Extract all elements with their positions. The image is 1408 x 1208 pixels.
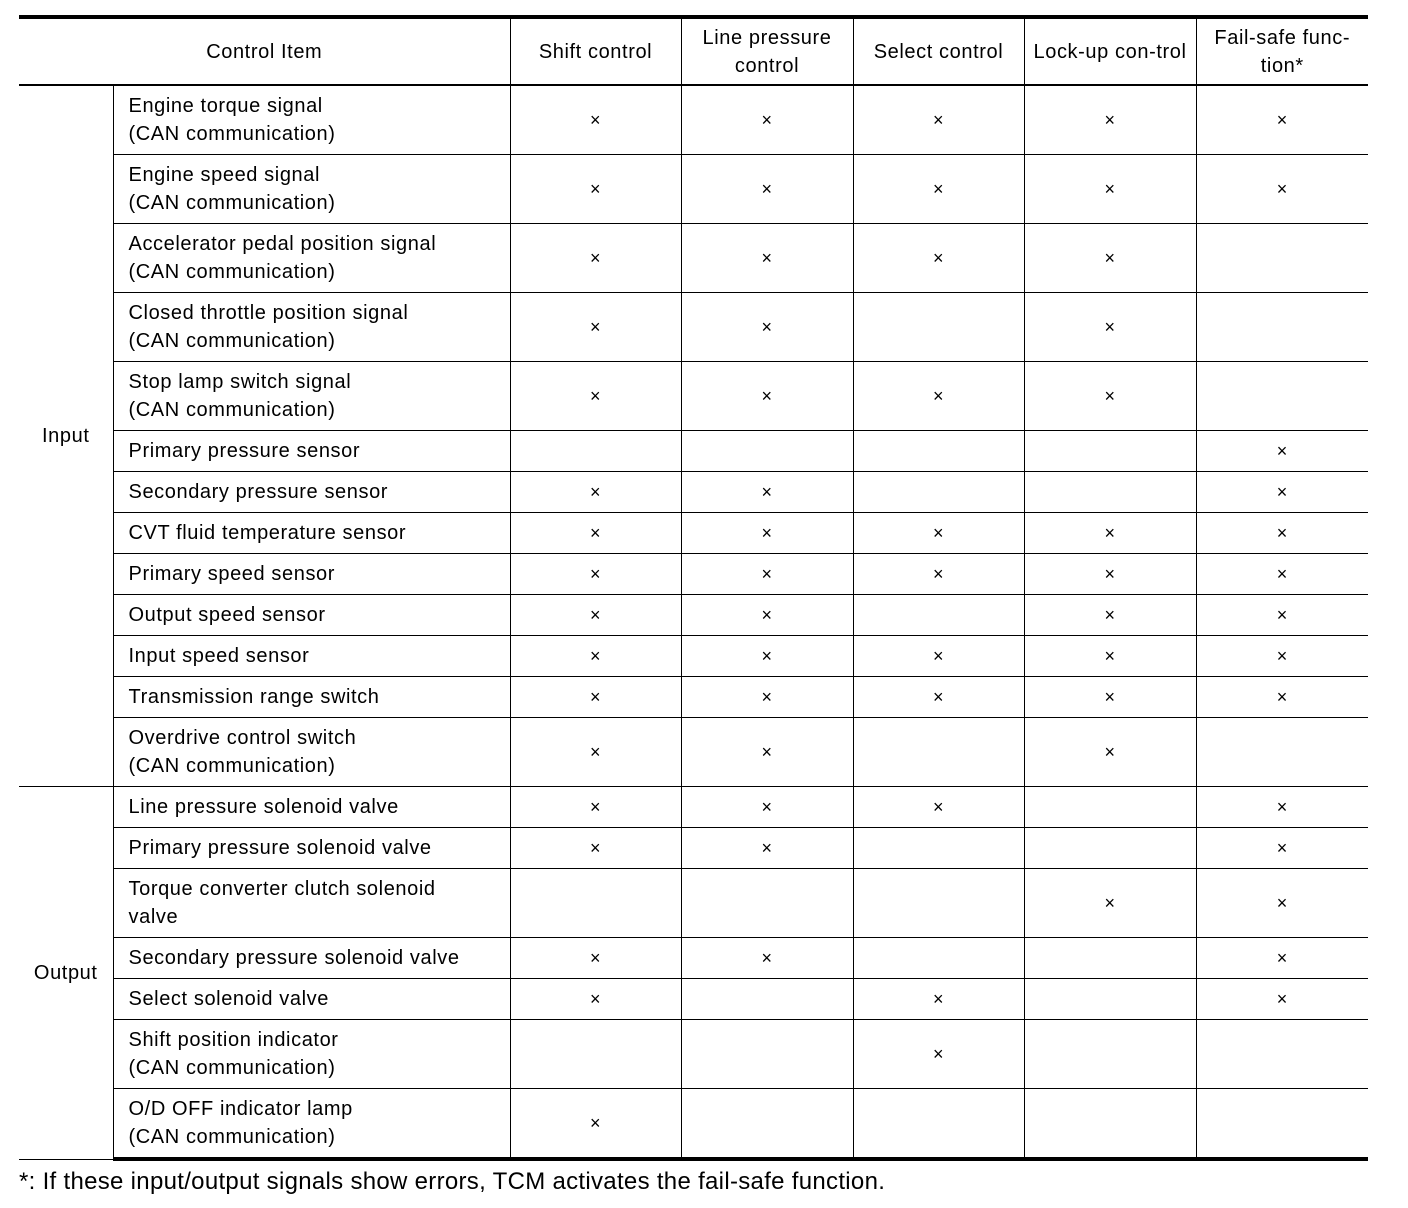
cross-mark: × <box>589 110 602 130</box>
control-item-cell <box>113 718 510 787</box>
table-row <box>19 677 1368 718</box>
control-item-line: (CAN communication) <box>128 755 336 777</box>
control-item-cell <box>113 636 510 677</box>
cross-mark: × <box>1104 646 1116 666</box>
mark-cell <box>1024 472 1196 513</box>
control-item-cell <box>113 869 510 938</box>
control-item-cell <box>113 85 510 155</box>
mark-cell <box>1196 1089 1368 1160</box>
cross-mark: × <box>761 838 773 858</box>
mark-cell <box>1196 718 1368 787</box>
control-item-line: (CAN communication) <box>128 1126 336 1148</box>
header-row <box>19 17 1368 85</box>
mark-cell <box>853 472 1024 513</box>
header-line-pressure-control: Line pressure control <box>681 17 853 85</box>
cross-mark: × <box>761 179 773 199</box>
cross-mark: × <box>932 248 945 268</box>
control-item-line: Input speed sensor <box>128 645 310 667</box>
cross-mark: × <box>1104 523 1116 543</box>
cross-mark: × <box>589 386 602 406</box>
mark-cell <box>1196 787 1368 828</box>
control-item-cell <box>113 828 510 869</box>
cross-mark: × <box>1276 564 1288 584</box>
mark-cell <box>853 362 1024 431</box>
mark-cell <box>1196 362 1368 431</box>
table-row <box>19 472 1368 513</box>
cross-mark: × <box>932 687 945 707</box>
header-select-control: Select control <box>853 17 1024 85</box>
cross-mark: × <box>1104 687 1116 707</box>
mark-cell <box>853 1020 1024 1089</box>
cross-mark: × <box>932 386 945 406</box>
cross-mark: × <box>761 687 773 707</box>
control-item-line: Primary speed sensor <box>128 563 336 585</box>
cross-mark: × <box>761 742 773 762</box>
control-item-line: Shift position indicator <box>128 1029 339 1051</box>
mark-cell <box>681 224 853 293</box>
mark-cell <box>681 787 853 828</box>
mark-cell <box>1196 293 1368 362</box>
table-row <box>19 224 1368 293</box>
cross-mark: × <box>1276 179 1288 199</box>
mark-cell <box>853 636 1024 677</box>
control-item-cell <box>113 431 510 472</box>
mark-cell <box>681 362 853 431</box>
table-row <box>19 1089 1368 1160</box>
table-body <box>19 85 1368 1159</box>
cross-mark: × <box>1276 797 1288 817</box>
control-item-cell <box>113 979 510 1020</box>
table-row <box>19 718 1368 787</box>
cross-mark: × <box>1276 482 1288 502</box>
cross-mark: × <box>589 948 602 968</box>
mark-cell <box>1196 595 1368 636</box>
mark-cell <box>853 938 1024 979</box>
mark-cell <box>510 1020 681 1089</box>
cross-mark: × <box>932 523 945 543</box>
cross-mark: × <box>589 687 602 707</box>
control-item-line: (CAN communication) <box>128 330 336 352</box>
cross-mark: × <box>761 248 773 268</box>
control-item-line: Torque converter clutch solenoid <box>128 878 436 900</box>
mark-cell <box>510 1089 681 1160</box>
cross-mark: × <box>1276 605 1288 625</box>
cross-mark: × <box>932 110 945 130</box>
cross-mark: × <box>589 1113 602 1133</box>
cross-mark: × <box>589 564 602 584</box>
mark-cell <box>510 472 681 513</box>
mark-cell <box>681 677 853 718</box>
cross-mark: × <box>1276 989 1288 1009</box>
mark-cell <box>853 979 1024 1020</box>
cross-mark: × <box>1104 564 1116 584</box>
cross-mark: × <box>1104 742 1116 762</box>
mark-cell <box>510 554 681 595</box>
control-item-cell <box>113 1089 510 1160</box>
cross-mark: × <box>761 482 773 502</box>
cross-mark: × <box>1276 948 1288 968</box>
mark-cell <box>853 677 1024 718</box>
mark-cell <box>510 362 681 431</box>
cross-mark: × <box>761 110 773 130</box>
control-item-line: Transmission range switch <box>128 686 380 708</box>
cross-mark: × <box>1104 605 1116 625</box>
mark-cell <box>1024 595 1196 636</box>
mark-cell <box>1196 155 1368 224</box>
mark-cell <box>681 595 853 636</box>
control-item-line: O/D OFF indicator lamp <box>128 1098 353 1120</box>
mark-cell <box>681 869 853 938</box>
cross-mark: × <box>589 646 602 666</box>
mark-cell <box>681 1020 853 1089</box>
mark-cell <box>1024 636 1196 677</box>
mark-cell <box>510 718 681 787</box>
table-row <box>19 595 1368 636</box>
table-row <box>19 938 1368 979</box>
control-item-line: Engine torque signal <box>128 95 323 117</box>
cross-mark: × <box>1104 893 1116 913</box>
mark-cell <box>853 828 1024 869</box>
mark-cell <box>1024 224 1196 293</box>
cross-mark: × <box>932 797 945 817</box>
cross-mark: × <box>932 646 945 666</box>
cross-mark: × <box>932 1044 945 1064</box>
mark-cell <box>510 869 681 938</box>
control-item-table <box>19 15 1368 1161</box>
mark-cell <box>510 677 681 718</box>
cross-mark: × <box>1104 317 1116 337</box>
mark-cell <box>1196 1020 1368 1089</box>
header-shift-control: Shift control <box>510 17 681 85</box>
table-row <box>19 554 1368 595</box>
mark-cell <box>1024 787 1196 828</box>
control-item-line: Primary pressure sensor <box>128 440 361 462</box>
mark-cell <box>853 869 1024 938</box>
control-item-line: (CAN communication) <box>128 123 336 145</box>
cross-mark: × <box>1276 110 1288 130</box>
cross-mark: × <box>589 317 602 337</box>
mark-cell <box>681 513 853 554</box>
mark-cell <box>1196 85 1368 155</box>
cross-mark: × <box>761 564 773 584</box>
control-item-line: Accelerator pedal position signal <box>128 233 437 255</box>
table-row <box>19 513 1368 554</box>
control-item-line: Engine speed signal <box>128 164 321 186</box>
mark-cell <box>510 431 681 472</box>
cross-mark: × <box>761 523 773 543</box>
cross-mark: × <box>761 948 773 968</box>
cross-mark: × <box>589 179 602 199</box>
table-row <box>19 636 1368 677</box>
control-item-line: Closed throttle position signal <box>128 302 409 324</box>
mark-cell <box>1196 513 1368 554</box>
mark-cell <box>1196 938 1368 979</box>
table-row <box>19 85 1368 155</box>
control-item-cell <box>113 595 510 636</box>
mark-cell <box>853 787 1024 828</box>
mark-cell <box>853 293 1024 362</box>
cross-mark: × <box>1104 248 1116 268</box>
mark-cell <box>510 828 681 869</box>
control-item-line: Overdrive control switch <box>128 727 357 749</box>
mark-cell <box>1196 677 1368 718</box>
cross-mark: × <box>761 646 773 666</box>
mark-cell <box>681 293 853 362</box>
table-row <box>19 979 1368 1020</box>
mark-cell <box>510 224 681 293</box>
control-item-line: (CAN communication) <box>128 261 336 283</box>
control-item-cell <box>113 293 510 362</box>
group-label-output: Output <box>19 787 113 1160</box>
mark-cell <box>510 293 681 362</box>
control-item-line: (CAN communication) <box>128 192 336 214</box>
cross-mark: × <box>589 838 602 858</box>
control-item-line: valve <box>128 906 179 928</box>
control-item-line: Select solenoid valve <box>128 988 329 1010</box>
mark-cell <box>681 938 853 979</box>
mark-cell <box>1024 513 1196 554</box>
cross-mark: × <box>761 386 773 406</box>
cross-mark: × <box>1276 687 1288 707</box>
mark-cell <box>853 1089 1024 1160</box>
table-row <box>19 828 1368 869</box>
control-item-cell <box>113 224 510 293</box>
mark-cell <box>853 85 1024 155</box>
group-label-input: Input <box>19 85 113 787</box>
cross-mark: × <box>761 317 773 337</box>
mark-cell <box>1024 155 1196 224</box>
cross-mark: × <box>1104 179 1116 199</box>
mark-cell <box>1196 869 1368 938</box>
mark-cell <box>510 938 681 979</box>
header-failsafe-function: Fail-safe func-tion* <box>1196 17 1368 85</box>
mark-cell <box>1024 431 1196 472</box>
cross-mark: × <box>1104 386 1116 406</box>
control-item-line: (CAN communication) <box>128 1057 336 1079</box>
cross-mark: × <box>761 605 773 625</box>
cross-mark: × <box>1276 646 1288 666</box>
mark-cell <box>681 636 853 677</box>
mark-cell <box>1024 677 1196 718</box>
mark-cell <box>1196 979 1368 1020</box>
control-item-cell <box>113 362 510 431</box>
cross-mark: × <box>1276 523 1288 543</box>
mark-cell <box>510 513 681 554</box>
cross-mark: × <box>1276 441 1288 461</box>
cross-mark: × <box>1276 893 1288 913</box>
control-item-line: (CAN communication) <box>128 399 336 421</box>
mark-cell <box>1196 472 1368 513</box>
mark-cell <box>853 595 1024 636</box>
mark-cell <box>1196 224 1368 293</box>
mark-cell <box>681 554 853 595</box>
mark-cell <box>681 85 853 155</box>
mark-cell <box>681 155 853 224</box>
mark-cell <box>681 828 853 869</box>
table-row <box>19 155 1368 224</box>
control-item-line: Output speed sensor <box>128 604 326 626</box>
mark-cell <box>1024 1089 1196 1160</box>
table-row <box>19 869 1368 938</box>
control-item-line: Secondary pressure solenoid valve <box>128 947 460 969</box>
mark-cell <box>853 155 1024 224</box>
control-item-cell <box>113 677 510 718</box>
control-item-cell <box>113 554 510 595</box>
mark-cell <box>853 718 1024 787</box>
cross-mark: × <box>589 248 602 268</box>
control-item-line: Primary pressure solenoid valve <box>128 837 432 859</box>
mark-cell <box>681 718 853 787</box>
mark-cell <box>1196 554 1368 595</box>
table-row <box>19 431 1368 472</box>
mark-cell <box>1196 828 1368 869</box>
mark-cell <box>1196 431 1368 472</box>
control-item-line: Stop lamp switch signal <box>128 371 352 393</box>
mark-cell <box>1024 554 1196 595</box>
header-lockup-control: Lock-up con-trol <box>1024 17 1196 85</box>
mark-cell <box>681 1089 853 1160</box>
mark-cell <box>510 636 681 677</box>
mark-cell <box>1024 828 1196 869</box>
cross-mark: × <box>932 989 945 1009</box>
mark-cell <box>510 155 681 224</box>
mark-cell <box>510 979 681 1020</box>
mark-cell <box>1024 938 1196 979</box>
mark-cell <box>510 595 681 636</box>
mark-cell <box>681 979 853 1020</box>
mark-cell <box>1024 1020 1196 1089</box>
mark-cell <box>853 554 1024 595</box>
mark-cell <box>1024 293 1196 362</box>
cross-mark: × <box>589 523 602 543</box>
cross-mark: × <box>932 564 945 584</box>
table-row <box>19 1020 1368 1089</box>
control-item-cell <box>113 472 510 513</box>
mark-cell <box>681 472 853 513</box>
mark-cell <box>853 431 1024 472</box>
mark-cell <box>1024 85 1196 155</box>
control-item-cell <box>113 155 510 224</box>
mark-cell <box>1024 718 1196 787</box>
control-item-line: CVT fluid temperature sensor <box>128 522 407 544</box>
mark-cell <box>510 85 681 155</box>
mark-cell <box>1024 869 1196 938</box>
table-row <box>19 787 1368 828</box>
cross-mark: × <box>1104 110 1116 130</box>
cross-mark: × <box>589 797 602 817</box>
mark-cell <box>853 513 1024 554</box>
mark-cell <box>1024 362 1196 431</box>
cross-mark: × <box>589 989 602 1009</box>
cross-mark: × <box>589 742 602 762</box>
control-item-line: Line pressure solenoid valve <box>128 796 399 818</box>
mark-cell <box>1196 636 1368 677</box>
control-item-cell <box>113 787 510 828</box>
header-control-item: Control Item <box>19 17 510 85</box>
mark-cell <box>853 224 1024 293</box>
table-row <box>19 362 1368 431</box>
table-row <box>19 293 1368 362</box>
control-item-cell <box>113 938 510 979</box>
control-item-cell <box>113 1020 510 1089</box>
cross-mark: × <box>1276 838 1288 858</box>
footnote: *: If these input/output signals show errors, TCM activates the fail-safe function. <box>19 1168 886 1195</box>
cross-mark: × <box>761 797 773 817</box>
cross-mark: × <box>932 179 945 199</box>
cross-mark: × <box>589 605 602 625</box>
mark-cell <box>510 787 681 828</box>
control-item-line: Secondary pressure sensor <box>128 481 389 503</box>
cross-mark: × <box>589 482 602 502</box>
control-item-cell <box>113 513 510 554</box>
mark-cell <box>1024 979 1196 1020</box>
mark-cell <box>681 431 853 472</box>
